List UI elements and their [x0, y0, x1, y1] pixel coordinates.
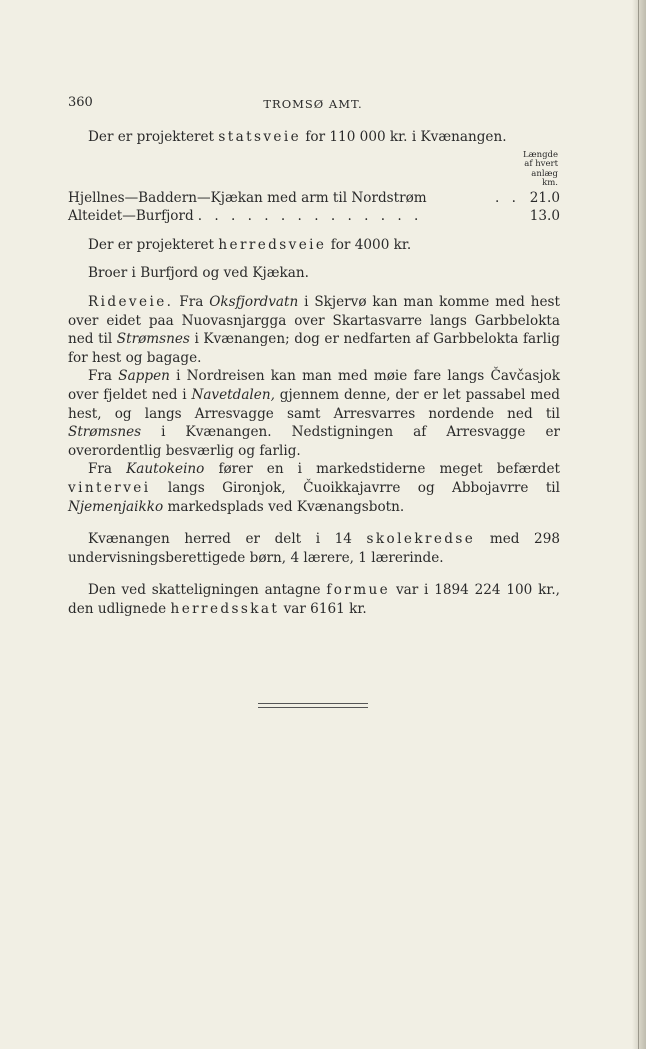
place-name: Strømsnes [116, 331, 190, 348]
spaced-term: Rideveie. [88, 293, 174, 310]
place-name: Kautokeino [126, 461, 205, 478]
statsveie-paragraph [68, 128, 560, 147]
section-rule-bottom [258, 707, 368, 708]
text-span: langs Gironjok, Čuoikkajavrre og Abbojavrre til [150, 479, 560, 496]
length-header-line: Længde [522, 149, 558, 160]
road-name: Alteidet—Burfjord [68, 208, 194, 225]
herredsveie-paragraph [68, 236, 560, 255]
spaced-term: vintervei [68, 479, 151, 496]
road-name: Hjellnes—Baddern—Kjækan med arm til Nordstrøm [68, 189, 427, 206]
text-span: for 110 000 kr. i Kvænangen. [301, 129, 507, 145]
broer-paragraph: Broer i Burfjord og ved Kjækan. [88, 265, 309, 282]
text-span: med 298 undervisningsberettigede børn, 4 lærere, 1 lærerinde. [68, 531, 560, 566]
spaced-term: skolekredse [366, 531, 476, 548]
spaced-term: herredsskat [170, 600, 280, 617]
text-span: Kvænangen herred er delt i 14 [88, 531, 367, 548]
spaced-term: herredsveie [218, 236, 327, 253]
skole-paragraph [68, 530, 560, 567]
road-row [68, 207, 560, 226]
place-name: Njemenjaikko [68, 498, 164, 515]
place-name: Strømsnes [68, 424, 142, 441]
page-body [68, 128, 560, 618]
place-name: Sappen [118, 368, 170, 385]
text-span: Der er projekteret [88, 129, 219, 145]
running-title: TROMSØ AMT. [263, 97, 363, 111]
sappen-paragraph [68, 367, 560, 460]
text-span: markedsplads ved Kvænangsbotn. [163, 498, 405, 515]
text-span: Den ved skatteligningen antagne [88, 582, 327, 599]
road-row [68, 189, 560, 208]
text-span: i Skjervø kan man komme med hest over eidet paa Nuovasnjargga over Skartasvarre langs Garbbelokta ned til [68, 293, 560, 348]
page-edge-line [638, 0, 639, 1049]
spacer [68, 567, 560, 581]
spaced-term: formue [326, 582, 391, 599]
text-span: i Kvænangen; dog er nedfarten af Garbbelokta farlig for hest og bagage. [68, 331, 560, 366]
page-number: 360 [68, 95, 93, 110]
text-span: Fra [88, 461, 127, 478]
place-name: Navetdalen, [191, 386, 275, 403]
text-span: Fra [88, 368, 119, 385]
text-span: Der er projekteret [88, 236, 219, 253]
page-header [68, 95, 558, 115]
place-name: Oksfjordvatn [209, 293, 299, 310]
length-header-line: af hvert [524, 159, 558, 170]
page-edge [632, 0, 646, 1049]
leader-dots: . . . . . . . . . . . . . . [197, 208, 423, 225]
road-length: 21.0 [529, 189, 560, 206]
text-span: var 6161 kr. [279, 600, 367, 617]
spacer [68, 283, 560, 293]
length-column-header [68, 151, 558, 189]
text-span: Fra [173, 293, 210, 310]
spaced-term: statsveie [218, 129, 302, 145]
text-span: i Kvænangen. Nedstigningen af Arresvagge er overordentlig besværlig og farlig. [68, 424, 560, 459]
text-span: gjennem denne, der er let passabel med hest, og langs Arresvagge samt Arresvarres nordende ned til [68, 386, 560, 422]
spacer [68, 254, 560, 264]
length-header-line: km. [542, 178, 558, 189]
spacer [68, 226, 560, 236]
section-rule-top [258, 703, 368, 704]
leader-dots: . . [495, 189, 520, 206]
formue-paragraph [68, 581, 560, 618]
spacer [68, 516, 560, 530]
text-span: for 4000 kr. [326, 236, 412, 253]
kautokeino-paragraph [68, 460, 560, 516]
text-span: i Nordreisen kan man med møie fare langs Čavčasjok over fjeldet ned i [68, 368, 561, 403]
road-length: 13.0 [529, 208, 560, 225]
text-span: var i 1894 224 100 kr., den udlignede [68, 582, 560, 617]
rideveie-paragraph [68, 293, 560, 367]
length-header-line: anlæg [531, 168, 558, 179]
text-span: fører en i markedstiderne meget befærdet [204, 461, 560, 478]
